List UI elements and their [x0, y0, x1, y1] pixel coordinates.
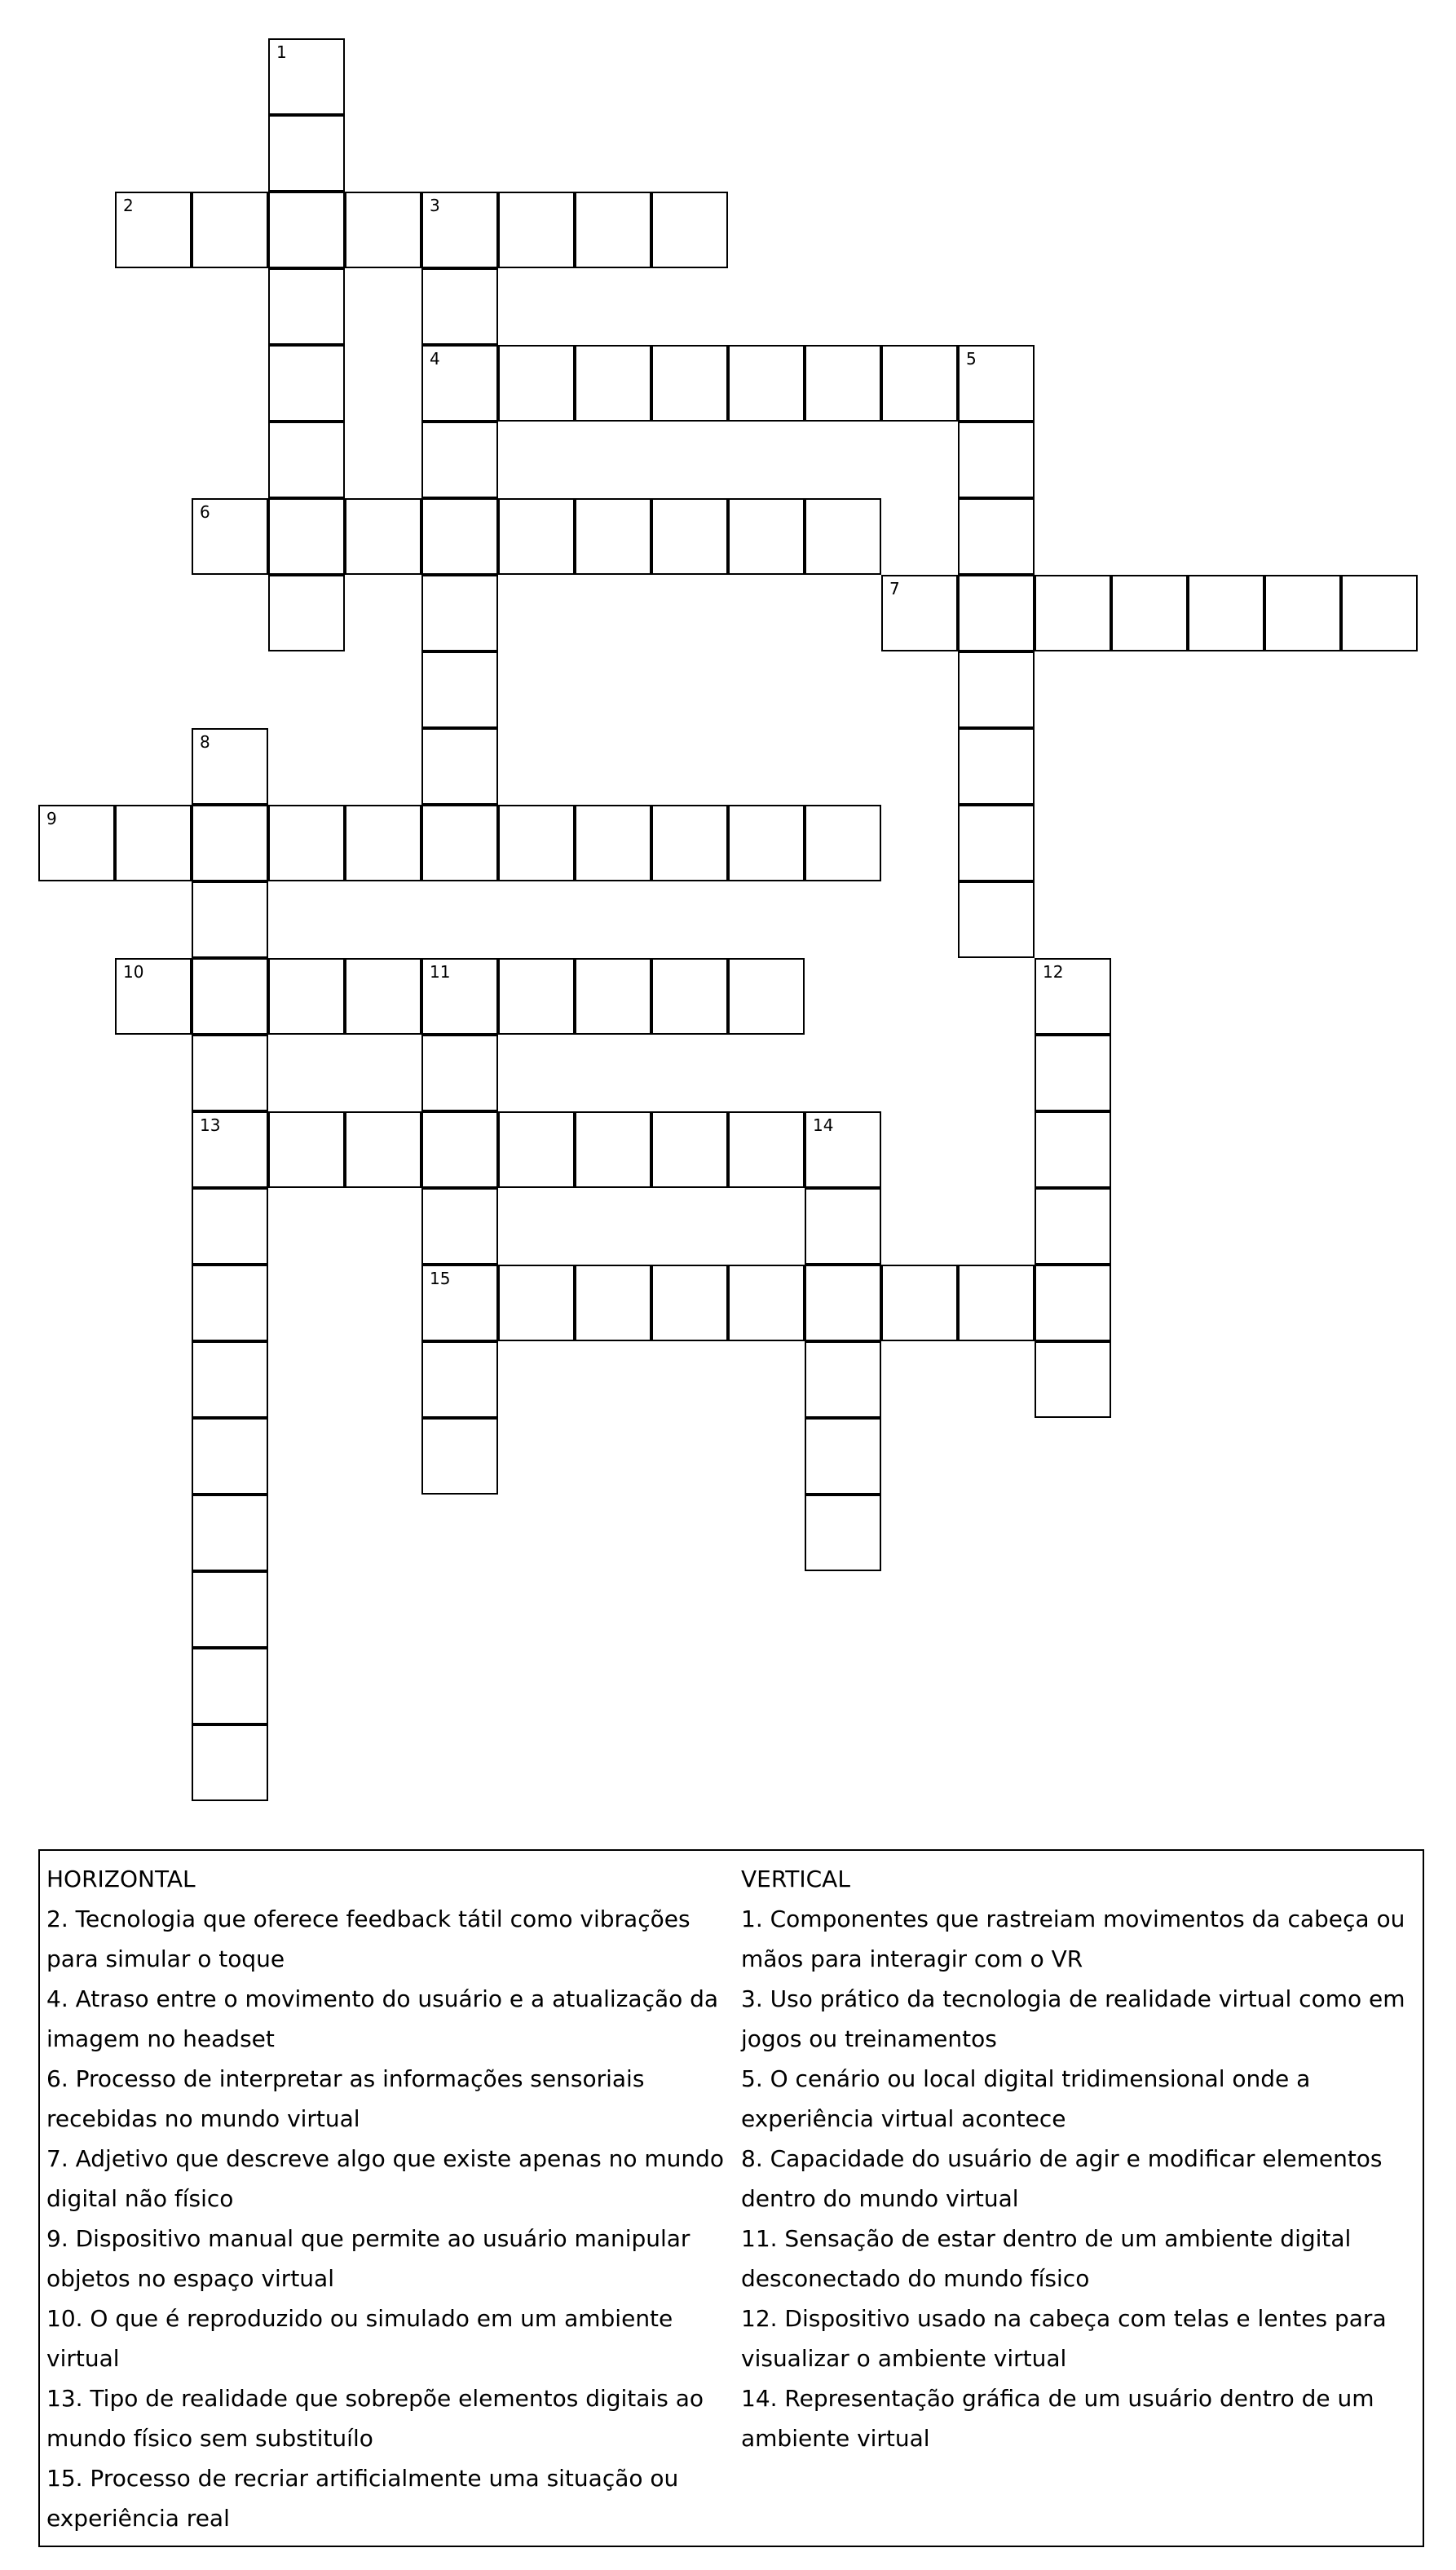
grid-cell[interactable]	[421, 268, 498, 345]
clue-number: 5	[966, 349, 977, 369]
grid-cell[interactable]	[268, 268, 345, 345]
grid-cell[interactable]	[115, 192, 192, 268]
clue-number: 2	[123, 196, 134, 215]
horizontal-heading: HORIZONTAL	[46, 1866, 196, 1892]
grid-cell[interactable]	[421, 1111, 498, 1188]
grid-cell[interactable]	[268, 575, 345, 651]
grid-cell[interactable]	[498, 1265, 575, 1341]
grid-cell[interactable]	[651, 1265, 728, 1341]
grid-cell[interactable]	[805, 1495, 881, 1571]
grid-cell[interactable]	[115, 805, 192, 881]
grid-cell[interactable]	[651, 192, 728, 268]
grid-cell[interactable]	[268, 498, 345, 575]
clue-number: 12	[1043, 962, 1064, 982]
grid-cell[interactable]	[651, 1111, 728, 1188]
grid-cell[interactable]	[421, 1035, 498, 1111]
clue-number: 1	[276, 42, 287, 62]
grid-cell[interactable]	[1341, 575, 1418, 651]
grid-cell[interactable]	[192, 728, 268, 805]
grid-cell[interactable]	[1035, 1341, 1111, 1418]
grid-cell[interactable]	[958, 345, 1035, 422]
grid-cell[interactable]	[1035, 958, 1111, 1035]
grid-cell[interactable]	[881, 1265, 958, 1341]
grid-cell[interactable]	[575, 958, 651, 1035]
grid-cell[interactable]	[192, 881, 268, 958]
grid-cell[interactable]	[38, 805, 115, 881]
clue-down-5: 5. O cenário ou local digital tridimensional onde a experiência virtual acontece	[741, 2065, 1311, 2132]
grid-cell[interactable]	[498, 1111, 575, 1188]
grid-cell[interactable]	[421, 1341, 498, 1418]
grid-cell[interactable]	[1035, 1035, 1111, 1111]
grid-cell[interactable]	[421, 422, 498, 498]
grid-cell[interactable]	[575, 1111, 651, 1188]
clue-number: 9	[46, 809, 57, 828]
grid-cell[interactable]	[805, 345, 881, 422]
grid-cell[interactable]	[268, 805, 345, 881]
grid-cell[interactable]	[345, 1111, 421, 1188]
clue-number: 10	[123, 962, 144, 982]
grid-cell[interactable]	[881, 575, 958, 651]
clue-number: 8	[200, 732, 210, 752]
grid-cell[interactable]	[1035, 1188, 1111, 1265]
grid-cell[interactable]	[651, 805, 728, 881]
grid-cell[interactable]	[498, 805, 575, 881]
grid-cell[interactable]	[421, 805, 498, 881]
grid-cell[interactable]	[192, 1495, 268, 1571]
grid-cell[interactable]	[192, 958, 268, 1035]
grid-cell[interactable]	[1035, 575, 1111, 651]
grid-cell[interactable]	[958, 1265, 1035, 1341]
grid-cell[interactable]	[498, 192, 575, 268]
grid-cell[interactable]	[575, 192, 651, 268]
grid-cell[interactable]	[1264, 575, 1341, 651]
grid-cell[interactable]	[421, 1418, 498, 1495]
clue-number: 6	[200, 502, 210, 522]
grid-cell[interactable]	[958, 498, 1035, 575]
grid-cell[interactable]	[192, 498, 268, 575]
grid-cell[interactable]	[268, 345, 345, 422]
grid-cell[interactable]	[421, 1188, 498, 1265]
grid-cell[interactable]	[192, 1571, 268, 1648]
grid-cell[interactable]	[421, 958, 498, 1035]
vertical-heading: VERTICAL	[741, 1866, 850, 1892]
grid-cell[interactable]	[192, 1035, 268, 1111]
clue-number: 3	[430, 196, 440, 215]
grid-cell[interactable]	[1035, 1265, 1111, 1341]
grid-cell[interactable]	[651, 958, 728, 1035]
grid-cell[interactable]	[421, 1265, 498, 1341]
grid-cell[interactable]	[192, 1724, 268, 1801]
grid-cell[interactable]	[728, 345, 805, 422]
grid-cell[interactable]	[651, 345, 728, 422]
clue-down-12: 12. Dispositivo usado na cabeça com telas e lentes para visualizar o ambiente virtual	[741, 2305, 1387, 2372]
grid-cell[interactable]	[881, 345, 958, 422]
clue-down-14: 14. Representação gráfica de um usuário dentro de um ambiente virtual	[741, 2385, 1374, 2452]
clue-down-1: 1. Componentes que rastreiam movimentos da cabeça ou mãos para interagir com o VR	[741, 1905, 1405, 1972]
clue-down-8: 8. Capacidade do usuário de agir e modificar elementos dentro do mundo virtual	[741, 2145, 1383, 2212]
grid-cell[interactable]	[958, 728, 1035, 805]
grid-cell[interactable]	[575, 805, 651, 881]
clue-across-9: 9. Dispositivo manual que permite ao usuário manipular objetos no espaço virtual	[46, 2225, 690, 2292]
clue-across-13: 13. Tipo de realidade que sobrepõe elementos digitais ao mundo físico sem substituílo	[46, 2385, 704, 2452]
grid-cell[interactable]	[805, 1265, 881, 1341]
grid-cell[interactable]	[1035, 1111, 1111, 1188]
clue-down-11: 11. Sensação de estar dentro de um ambiente digital desconectado do mundo físico	[741, 2225, 1352, 2292]
grid-cell[interactable]	[192, 1648, 268, 1724]
grid-cell[interactable]	[728, 1265, 805, 1341]
grid-cell[interactable]	[421, 728, 498, 805]
grid-cell[interactable]	[575, 1265, 651, 1341]
grid-cell[interactable]	[268, 1111, 345, 1188]
grid-cell[interactable]	[805, 805, 881, 881]
grid-cell[interactable]	[805, 1111, 881, 1188]
grid-cell[interactable]	[1111, 575, 1188, 651]
grid-cell[interactable]	[728, 498, 805, 575]
clues-box	[38, 1849, 1424, 2547]
clue-number: 4	[430, 349, 440, 369]
grid-cell[interactable]	[498, 498, 575, 575]
grid-cell[interactable]	[575, 345, 651, 422]
grid-cell[interactable]	[192, 1341, 268, 1418]
grid-cell[interactable]	[268, 422, 345, 498]
grid-cell[interactable]	[421, 192, 498, 268]
grid-cell[interactable]	[728, 1111, 805, 1188]
clue-number: 11	[430, 962, 451, 982]
clue-across-7: 7. Adjetivo que descreve algo que existe apenas no mundo digital não físico	[46, 2145, 725, 2212]
grid-cell[interactable]	[268, 958, 345, 1035]
horizontal-clues	[46, 1859, 731, 2538]
grid-cell[interactable]	[345, 498, 421, 575]
grid-cell[interactable]	[1188, 575, 1264, 651]
grid-cell[interactable]	[345, 958, 421, 1035]
grid-cell[interactable]	[958, 881, 1035, 958]
grid-cell[interactable]	[651, 498, 728, 575]
clue-across-15: 15. Processo de recriar artificialmente uma situação ou experiência real	[46, 2465, 679, 2532]
grid-cell[interactable]	[268, 38, 345, 115]
clue-number: 15	[430, 1269, 451, 1288]
grid-cell[interactable]	[421, 498, 498, 575]
grid-cell[interactable]	[192, 1265, 268, 1341]
grid-cell[interactable]	[575, 498, 651, 575]
clue-number: 14	[813, 1115, 834, 1135]
grid-cell[interactable]	[268, 192, 345, 268]
grid-cell[interactable]	[421, 345, 498, 422]
clue-across-4: 4. Atraso entre o movimento do usuário e a atualização da imagem no headset	[46, 1985, 719, 2052]
grid-cell[interactable]	[192, 1188, 268, 1265]
grid-cell[interactable]	[115, 958, 192, 1035]
grid-cell[interactable]	[805, 1341, 881, 1418]
grid-cell[interactable]	[345, 805, 421, 881]
grid-cell[interactable]	[192, 1111, 268, 1188]
grid-cell[interactable]	[805, 1418, 881, 1495]
grid-cell[interactable]	[728, 958, 805, 1035]
clue-across-10: 10. O que é reproduzido ou simulado em um ambiente virtual	[46, 2305, 673, 2372]
grid-cell[interactable]	[268, 115, 345, 192]
grid-cell[interactable]	[728, 805, 805, 881]
grid-cell[interactable]	[345, 192, 421, 268]
vertical-clues	[741, 1859, 1426, 2458]
grid-cell[interactable]	[498, 345, 575, 422]
grid-cell[interactable]	[421, 651, 498, 728]
clue-across-2: 2. Tecnologia que oferece feedback tátil como vibrações para simular o toque	[46, 1905, 690, 1972]
grid-cell[interactable]	[192, 1418, 268, 1495]
grid-cell[interactable]	[958, 575, 1035, 651]
clue-down-3: 3. Uso prático da tecnologia de realidade virtual como em jogos ou treinamentos	[741, 1985, 1405, 2052]
grid-cell[interactable]	[421, 575, 498, 651]
grid-cell[interactable]	[805, 498, 881, 575]
grid-cell[interactable]	[958, 422, 1035, 498]
clue-number: 7	[889, 579, 900, 598]
grid-cell[interactable]	[805, 1188, 881, 1265]
clue-number: 13	[200, 1115, 221, 1135]
grid-cell[interactable]	[958, 651, 1035, 728]
grid-cell[interactable]	[192, 192, 268, 268]
grid-cell[interactable]	[958, 805, 1035, 881]
grid-cell[interactable]	[498, 958, 575, 1035]
clue-across-6: 6. Processo de interpretar as informações sensoriais recebidas no mundo virtual	[46, 2065, 645, 2132]
grid-cell[interactable]	[192, 805, 268, 881]
